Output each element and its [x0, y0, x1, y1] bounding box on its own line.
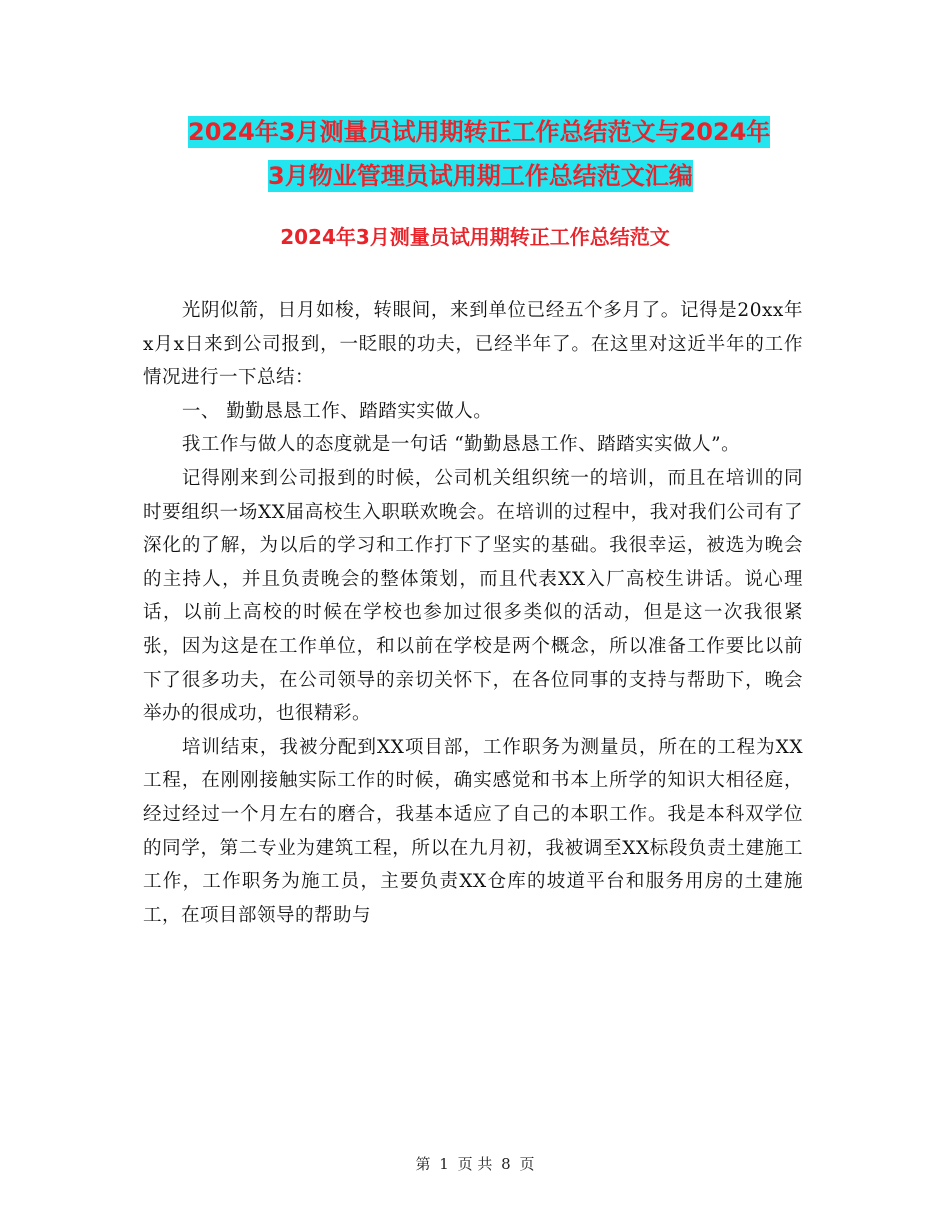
document-title-line-2 — [140, 156, 820, 196]
paragraph: 记得刚来到公司报到的时候，公司机关组织统一的培训，而且在培训的同时要组织一场XX届高校生入职联欢晚会。在培训的过程中，我对我们公司有了深化的了解，为以后的学习和工作打下了坚实的基础。我很幸运，被选为晚会的主持人，并且负责晚会的整体策划，而且代表XX入厂高校生讲话。说心理话，以前上高校的时候在学校也参加过很多类似的活动，但是这一次我很紧张，因为这是在工作单位，和以前在学校是两个概念，所以准备工作要比以前下了很多功夫，在公司领导的亲切关怀下，在各位同事的支持与帮助下，晚会举办的很成功，也很精彩。 — [143, 467, 803, 725]
footer-page-total: 8 — [501, 1155, 511, 1173]
paragraph: 培训结束，我被分配到XX项目部，工作职务为测量员，所在的工程为XX工程，在刚刚接触实际工作的时候，确实感觉和书本上所学的知识大相径庭，经过经过一个月左右的磨合，我基本适应了自己的本职工作。我是本科双学位的同学，第二专业为建筑工程，所以在九月初，我被调至XX标段负责土建施工工作，工作职务为施工员，主要负责XX仓库的坡道平台和服务用房的土建施工，在项目部领导的帮助与 — [143, 736, 803, 926]
footer-suffix: 页 — [519, 1155, 535, 1173]
footer-page-number: 1 — [439, 1155, 449, 1173]
document-title-line-1 — [140, 112, 820, 152]
section-title: 2024年3月测量员试用期转正工作总结范文 — [280, 225, 670, 249]
paragraph: 光阴似箭，日月如梭，转眼间，来到单位已经五个多月了。记得是20xx年x月x日来到公司报到，一眨眼的功夫，已经半年了。在这里对这近半年的工作情况进行一下总结： — [143, 300, 803, 389]
page-footer — [0, 1154, 950, 1174]
title-highlight-1: 2024年3月测量员试用期转正工作总结范文与2024年 — [188, 118, 771, 146]
title-highlight-2: 3月物业管理员试用期工作总结范文汇编 — [268, 162, 693, 190]
document-title — [140, 112, 820, 196]
paragraph: 我工作与做人的态度就是一句话 “勤勤恳恳工作、踏踏实实做人”。 — [181, 434, 741, 456]
footer-middle: 页 共 — [457, 1155, 493, 1173]
paragraph-heading: 一、 勤勤恳恳工作、踏踏实实做人。 — [181, 400, 493, 422]
document-body — [143, 294, 803, 932]
footer-prefix: 第 — [415, 1155, 431, 1173]
